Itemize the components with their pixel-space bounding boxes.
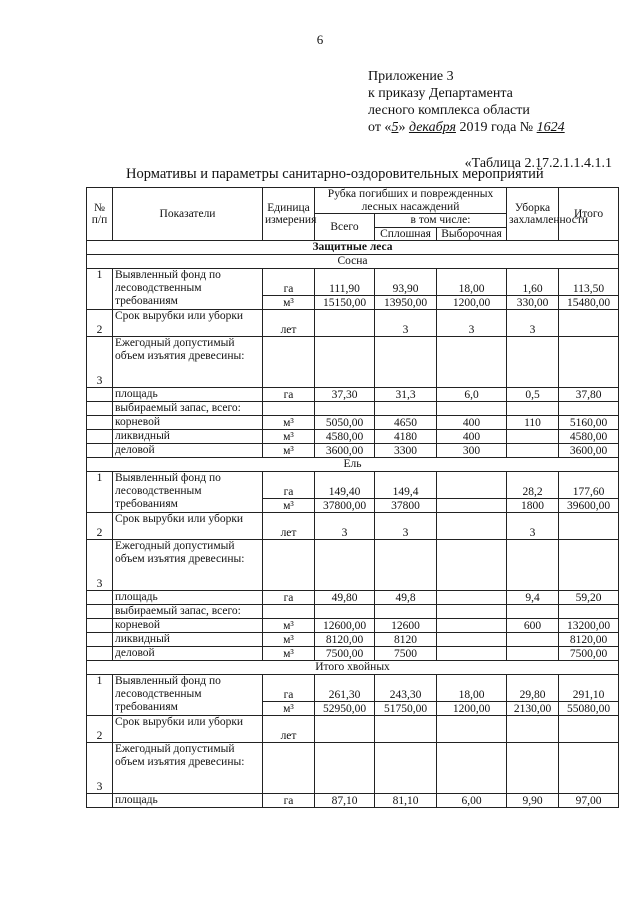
table-row	[87, 388, 619, 402]
empty-cell	[437, 633, 507, 647]
table-cell: м³	[263, 499, 315, 513]
empty-cell	[507, 605, 559, 619]
table-cell: 15480,00	[559, 296, 619, 310]
empty-cell	[437, 743, 507, 794]
section-protective: Защитные леса	[87, 241, 619, 255]
table-cell: 55080,00	[559, 702, 619, 716]
table-cell: 5160,00	[559, 416, 619, 430]
empty-cell	[559, 540, 619, 591]
date-month: декабря	[408, 120, 456, 135]
section-spruce: Ель	[87, 458, 619, 472]
label-identified: Выявленный фонд по лесоводственным требованиям	[113, 269, 263, 310]
empty-cell	[87, 416, 113, 430]
empty-cell	[263, 605, 315, 619]
appendix-line-3: лесного комплекса области	[368, 103, 530, 118]
table-cell: 243,30	[375, 675, 437, 702]
table-cell: 330,00	[507, 296, 559, 310]
empty-cell	[559, 402, 619, 416]
table-cell: корневой	[113, 416, 263, 430]
table-cell: 8120	[375, 633, 437, 647]
table-cell: 600	[507, 619, 559, 633]
table-cell: га	[263, 675, 315, 702]
empty-cell	[375, 716, 437, 743]
table-cell: лет	[263, 513, 315, 540]
table-cell: 3	[87, 540, 113, 591]
section-conifer-total: Итого хвойных	[87, 661, 619, 675]
document-title: Нормативы и параметры санитарно-оздоровительных мероприятий	[126, 166, 544, 182]
table-cell: 6,00	[437, 794, 507, 808]
table-cell: Срок вырубки или уборки	[113, 716, 263, 743]
table-cell: га	[263, 472, 315, 499]
empty-cell	[375, 402, 437, 416]
table-cell: 3	[375, 310, 437, 337]
empty-cell	[559, 605, 619, 619]
table-row	[87, 605, 619, 619]
table-cell: Выявленный фонд по лесоводственным требованиям	[113, 472, 263, 513]
table-cell: 261,30	[315, 675, 375, 702]
table-cell: м³	[263, 430, 315, 444]
table-row	[87, 430, 619, 444]
header-indicator: Показатели	[113, 188, 263, 241]
empty-cell	[263, 743, 315, 794]
table-cell: 4580,00	[559, 430, 619, 444]
empty-cell	[315, 337, 375, 388]
table-cell: 3600,00	[559, 444, 619, 458]
table-cell: ликвидный	[113, 430, 263, 444]
header-num: № п/п	[87, 188, 113, 241]
table-row	[87, 444, 619, 458]
table-cell: 52950,00	[315, 702, 375, 716]
table-cell: 81,10	[375, 794, 437, 808]
table-cell: 37800	[375, 499, 437, 513]
table-cell: 3	[315, 513, 375, 540]
appendix-line-1: Приложение 3	[368, 69, 454, 84]
header-selective: Выборочная	[437, 227, 507, 241]
table-cell: 29,80	[507, 675, 559, 702]
table-cell: 1,60	[507, 269, 559, 296]
table-cell: 12600,00	[315, 619, 375, 633]
empty-cell	[263, 402, 315, 416]
empty-cell	[87, 633, 113, 647]
section-pine: Сосна	[87, 255, 619, 269]
empty-cell	[375, 605, 437, 619]
table-cell: 113,50	[559, 269, 619, 296]
table-row	[87, 794, 619, 808]
appendix-block	[368, 68, 565, 136]
table-cell: 8120,00	[559, 633, 619, 647]
empty-cell	[315, 540, 375, 591]
empty-cell	[437, 402, 507, 416]
table-cell: 37,80	[559, 388, 619, 402]
table-number: «Таблица 2.17.2.1.1.4.1.1	[464, 156, 612, 171]
table-cell: 177,60	[559, 472, 619, 499]
table-cell: 4580,00	[315, 430, 375, 444]
empty-cell	[315, 402, 375, 416]
table-cell: Ежегодный допустимый объем изъятия древесины:	[113, 540, 263, 591]
table-cell: 111,90	[315, 269, 375, 296]
table-cell: м³	[263, 619, 315, 633]
table-cell: Выявленный фонд по лесоводственным требованиям	[113, 675, 263, 716]
table-cell: корневой	[113, 619, 263, 633]
table-cell: Срок вырубки или уборки	[113, 513, 263, 540]
table-cell: лет	[263, 310, 315, 337]
table-cell: деловой	[113, 647, 263, 661]
table-row	[87, 743, 619, 794]
empty-cell	[507, 743, 559, 794]
table-cell: 39600,00	[559, 499, 619, 513]
table-cell: ликвидный	[113, 633, 263, 647]
table-cell: 3	[507, 513, 559, 540]
table-cell: 12600	[375, 619, 437, 633]
table-cell: 3	[507, 310, 559, 337]
table-cell: 37,30	[315, 388, 375, 402]
empty-cell	[315, 716, 375, 743]
table-cell: 18,00	[437, 675, 507, 702]
table-row	[87, 633, 619, 647]
table-cell: 4650	[375, 416, 437, 430]
table-row	[87, 472, 619, 499]
empty-cell	[507, 430, 559, 444]
table-cell: 110	[507, 416, 559, 430]
empty-cell	[507, 540, 559, 591]
date-day: 5	[391, 120, 399, 135]
table-cell: м³	[263, 647, 315, 661]
table-row	[87, 619, 619, 633]
header-felling-group: Рубка погибших и поврежденных лесных насаждений	[315, 188, 507, 214]
table-cell: 1800	[507, 499, 559, 513]
table-cell: 1	[87, 675, 113, 716]
table-cell: 3300	[375, 444, 437, 458]
page-number: 6	[316, 32, 324, 47]
table-cell: выбираемый запас, всего:	[113, 402, 263, 416]
empty-cell	[87, 794, 113, 808]
empty-cell	[507, 633, 559, 647]
table-cell: 0,5	[507, 388, 559, 402]
table-cell: м³	[263, 444, 315, 458]
empty-cell	[437, 647, 507, 661]
table-cell: 7500,00	[559, 647, 619, 661]
table-cell: 9,90	[507, 794, 559, 808]
table-cell: Ежегодный допустимый объем изъятия древесины:	[113, 743, 263, 794]
table-cell: 3	[375, 513, 437, 540]
label-annual: Ежегодный допустимый объем изъятия древесины:	[113, 337, 263, 388]
table-row	[87, 513, 619, 540]
table-cell: 2	[87, 716, 113, 743]
table-cell: 149,4	[375, 472, 437, 499]
table-cell: м³	[263, 702, 315, 716]
table-cell: 1	[87, 472, 113, 513]
table-cell: м³	[263, 416, 315, 430]
empty-cell	[559, 513, 619, 540]
empty-cell	[437, 499, 507, 513]
header-result: Итого	[559, 188, 619, 241]
empty-cell	[263, 337, 315, 388]
empty-cell	[559, 716, 619, 743]
table-cell: 400	[437, 416, 507, 430]
table-cell: 9,4	[507, 591, 559, 605]
empty-cell	[559, 743, 619, 794]
table-cell: 8120,00	[315, 633, 375, 647]
label-term: Срок вырубки или уборки	[113, 310, 263, 337]
empty-cell	[87, 619, 113, 633]
table-cell: м³	[263, 296, 315, 310]
norms-table	[86, 187, 619, 808]
empty-cell	[437, 605, 507, 619]
empty-cell	[87, 402, 113, 416]
table-cell: площадь	[113, 591, 263, 605]
empty-cell	[87, 430, 113, 444]
table-cell: 31,3	[375, 388, 437, 402]
table-cell: 3	[87, 337, 113, 388]
table-cell: 2	[87, 310, 113, 337]
empty-cell	[87, 605, 113, 619]
table-cell: 3600,00	[315, 444, 375, 458]
table-cell: га	[263, 794, 315, 808]
empty-cell	[507, 402, 559, 416]
table-cell: 28,2	[507, 472, 559, 499]
empty-cell	[87, 647, 113, 661]
table-row	[87, 269, 619, 296]
empty-cell	[315, 605, 375, 619]
table-cell: 18,00	[437, 269, 507, 296]
table-row	[87, 416, 619, 430]
empty-cell	[437, 619, 507, 633]
empty-cell	[507, 337, 559, 388]
table-cell: га	[263, 591, 315, 605]
table-cell: 2130,00	[507, 702, 559, 716]
empty-cell	[375, 337, 437, 388]
table-row	[87, 647, 619, 661]
table-cell: 5050,00	[315, 416, 375, 430]
empty-cell	[507, 647, 559, 661]
empty-cell	[437, 591, 507, 605]
table-cell: 2	[87, 513, 113, 540]
table-cell: 93,90	[375, 269, 437, 296]
table-cell: 4180	[375, 430, 437, 444]
table-cell: 51750,00	[375, 702, 437, 716]
table-row	[87, 402, 619, 416]
table-row	[87, 675, 619, 702]
empty-cell	[87, 444, 113, 458]
table-cell: 3	[437, 310, 507, 337]
empty-cell	[437, 513, 507, 540]
empty-cell	[87, 388, 113, 402]
empty-cell	[507, 444, 559, 458]
table-cell: 7500,00	[315, 647, 375, 661]
table-row	[87, 337, 619, 388]
table-cell: 59,20	[559, 591, 619, 605]
table-cell: 1200,00	[437, 296, 507, 310]
empty-cell	[263, 540, 315, 591]
table-cell: 149,40	[315, 472, 375, 499]
table-cell: площадь	[113, 388, 263, 402]
header-cleanup: Уборка захламленности	[507, 188, 559, 241]
table-cell: 97,00	[559, 794, 619, 808]
empty-cell	[375, 743, 437, 794]
table-cell: 49,8	[375, 591, 437, 605]
table-cell: 1200,00	[437, 702, 507, 716]
appendix-line-2: к приказу Департамента	[368, 86, 513, 101]
empty-cell	[507, 716, 559, 743]
table-cell: 87,10	[315, 794, 375, 808]
table-cell: 13950,00	[375, 296, 437, 310]
empty-cell	[437, 472, 507, 499]
table-cell: 291,10	[559, 675, 619, 702]
empty-cell	[559, 337, 619, 388]
empty-cell	[375, 540, 437, 591]
table-row	[87, 591, 619, 605]
table-cell: 7500	[375, 647, 437, 661]
header-unit: Единица измерения	[263, 188, 315, 241]
empty-cell	[315, 310, 375, 337]
table-cell: выбираемый запас, всего:	[113, 605, 263, 619]
table-cell: деловой	[113, 444, 263, 458]
table-cell: 400	[437, 430, 507, 444]
empty-cell	[437, 716, 507, 743]
header-including: в том числе:	[375, 214, 507, 228]
empty-cell	[315, 743, 375, 794]
empty-cell	[437, 540, 507, 591]
table-cell: 3	[87, 743, 113, 794]
table-cell: м³	[263, 633, 315, 647]
header-clear: Сплошная	[375, 227, 437, 241]
table-cell: га	[263, 269, 315, 296]
header-total-felling: Всего	[315, 214, 375, 241]
table-cell: 13200,00	[559, 619, 619, 633]
table-cell: 15150,00	[315, 296, 375, 310]
empty-cell	[559, 310, 619, 337]
table-cell: 1	[87, 269, 113, 310]
appendix-date-line: от «5» декабря 2019 года № 1624	[368, 120, 565, 135]
table-cell: лет	[263, 716, 315, 743]
empty-cell	[87, 591, 113, 605]
table-cell: 300	[437, 444, 507, 458]
table-cell: га	[263, 388, 315, 402]
empty-cell	[437, 337, 507, 388]
table-cell: 6,0	[437, 388, 507, 402]
table-cell: 37800,00	[315, 499, 375, 513]
table-row	[87, 310, 619, 337]
table-cell: площадь	[113, 794, 263, 808]
table-cell: 49,80	[315, 591, 375, 605]
table-row	[87, 716, 619, 743]
order-number: 1624	[536, 120, 565, 135]
table-row	[87, 540, 619, 591]
